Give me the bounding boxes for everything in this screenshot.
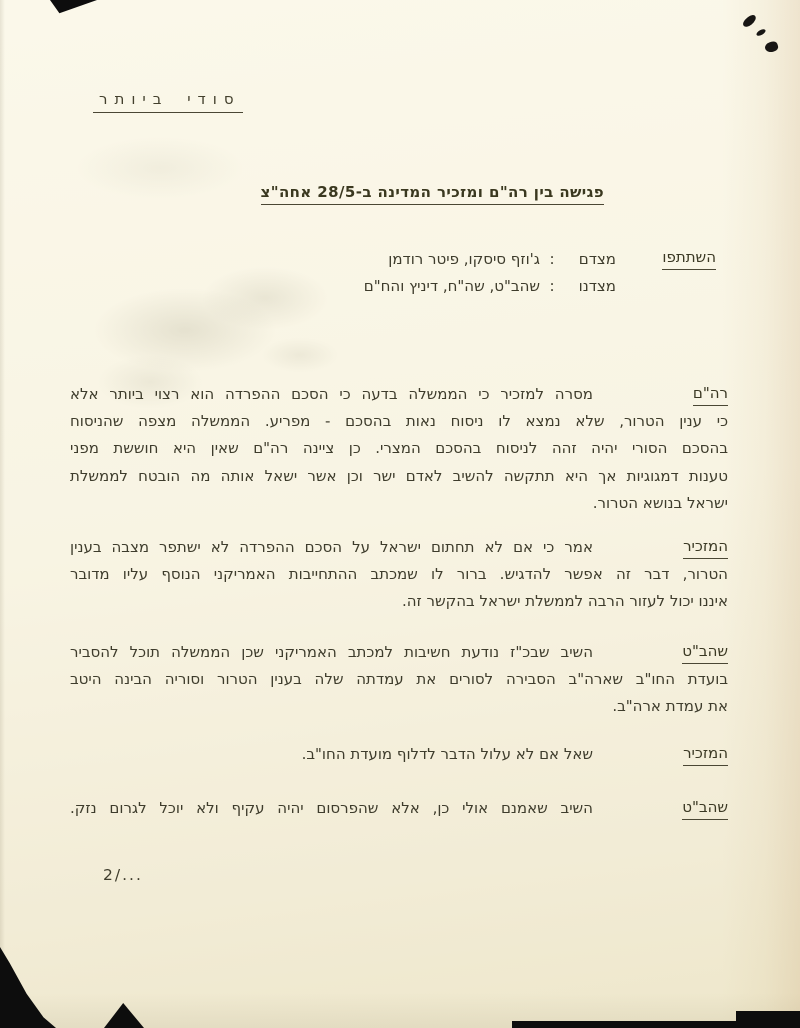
colon-separator: :	[549, 277, 555, 295]
paragraph-line: שאל אם לא עלול הדבר לדלוף מועדת החו"ב.	[301, 745, 593, 763]
paragraph-line: אמר כי אם לא תחתום ישראל על הסכם ההפרדה לא ישתפר מצבה בענין	[70, 538, 593, 556]
participants-names: שהב"ט, שה"ח, דיניץ והח"ם	[363, 277, 540, 295]
paragraph-line: כי ענין הטרור, שלא נמצא לו ניסוח נאות בהסכם - מפריע. הממשלה מצפה שהניסוח	[70, 412, 728, 431]
colon-separator: :	[549, 250, 555, 268]
paragraph-defense-minister-answer	[70, 795, 728, 822]
paragraph-line: בועדת החו"ב שארה"ב הסבירה לסורים את עמדתה שלה בענין הטרור וסוריה הבינה היטב	[70, 670, 728, 689]
paragraph-line: ישראל בנושא הטרור.	[592, 493, 728, 512]
participants-label: השתתפו	[662, 246, 716, 270]
scan-artifact-bottom-triangle	[104, 1003, 144, 1028]
paragraph-line: מסרה למזכיר כי הממשלה בדעה כי הסכם ההפרדה הוא רצוי ביותר אלא	[70, 385, 593, 403]
participants-section	[70, 246, 728, 300]
paragraph-secretary-question	[70, 741, 728, 768]
participants-side-label: מצדנו	[578, 277, 616, 295]
paragraph-line: איננו יכול לעזור הרבה לממשלת ישראל בהקשר זה.	[401, 592, 728, 611]
paragraph-pm	[70, 381, 728, 517]
participants-side-label: מצדם	[578, 250, 616, 268]
paragraph-line: בהסכם הסורי יהיה זהה לניסוח בהסכם המצרי. כן ציינה רה"ם שאין היא חוששת מפני	[70, 439, 728, 458]
page-continuation-number: 2/...	[103, 866, 143, 884]
speaker-label: שהב"ט	[682, 642, 728, 664]
speaker-label: המזכיר	[683, 744, 728, 766]
scan-artifact-top-left-triangle	[50, 0, 97, 14]
ink-blot-icon	[741, 13, 758, 29]
participants-names: ג'וזף סיסקו, פיטר רודמן	[388, 250, 540, 268]
paragraph-line: טענות דמגוגיות אך היא תתקשה להשיב לאדם ישר וכן אשר ישאל אותה מה הובטח לממשלת	[70, 466, 728, 485]
speaker-label: רה"ם	[693, 384, 728, 406]
speaker-label: המזכיר	[683, 537, 728, 559]
ink-blot-icon	[755, 28, 766, 37]
participants-row-their-side	[70, 246, 616, 273]
paragraph-line: השיב שאמנם אולי כן, אלא שהפרסום יהיה עקיף ולא יוכל לגרום נזק.	[70, 799, 593, 817]
ink-blot-icon	[764, 40, 779, 54]
paragraph-secretary	[70, 534, 728, 616]
paragraph-line: הטרור, דבר זה אפשר להדגיש. ברור לו שמכתב ההתחייבות האמריקני הנוסף עליו מדובר	[70, 565, 728, 584]
participants-row-our-side	[70, 273, 616, 300]
document-title: פגישה בין רה"ם ומזכיר המדינה ב-28/5 אחה"צ	[261, 183, 604, 205]
scan-artifact-bottom-right-block	[736, 1011, 800, 1028]
scan-artifact-bottom-left-corner	[0, 938, 70, 1028]
paragraph-defense-minister	[70, 639, 728, 721]
classification-stamp: סודי ביותר	[93, 90, 243, 113]
paragraph-line: את עמדת ארה"ב.	[612, 697, 728, 716]
speaker-label: שהב"ט	[682, 798, 728, 820]
paragraph-line: השיב שבכ"ז נודעת חשיבות למכתב האמריקני שכן הממשלה תוכל להסביר	[70, 643, 593, 661]
